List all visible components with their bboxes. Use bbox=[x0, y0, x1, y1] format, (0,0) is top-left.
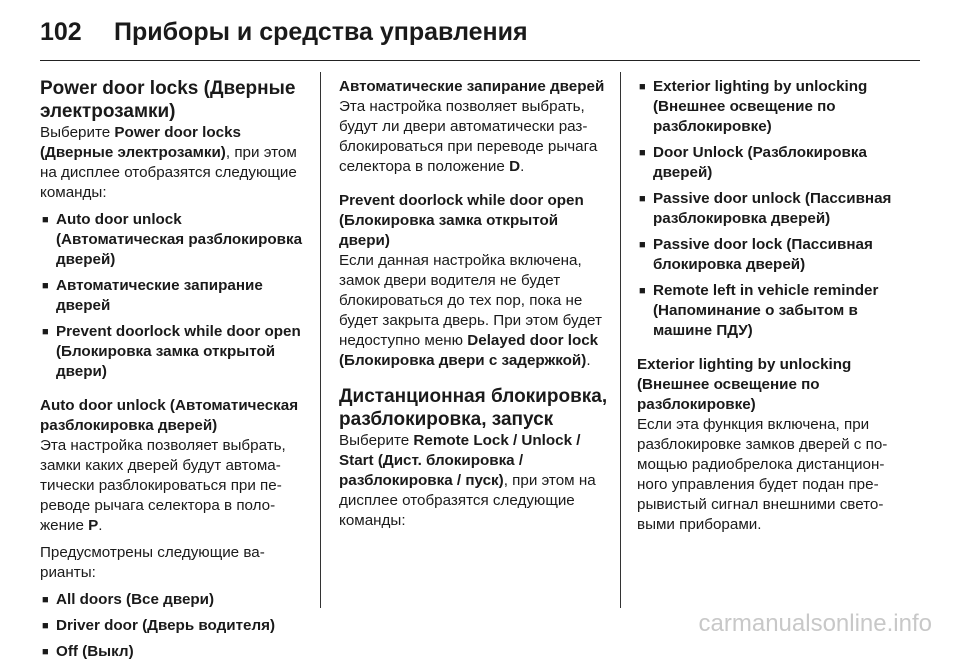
subsection-heading: Exterior lighting by unlocking (Внешнее освещение по разблокировке) bbox=[637, 356, 852, 413]
options-list bbox=[40, 590, 308, 662]
subsection-heading: Prevent doorlock while door open (Блокировка замка открытой двери) bbox=[339, 192, 584, 249]
text: . bbox=[520, 158, 525, 175]
command-list bbox=[40, 210, 308, 382]
paragraph bbox=[339, 97, 611, 177]
column-divider-1 bbox=[320, 72, 321, 608]
text: . bbox=[98, 517, 103, 534]
list-item: ■ Passive door unlock (Пассивная разблокировка дверей) bbox=[637, 189, 909, 229]
paragraph: Если эта функция включена, при разблокировке замков дверей с помощью радиобрелока дистанционного управления будет подан прерывистый сигнал внешними световыми приборами. bbox=[637, 416, 888, 533]
subsection-heading: Auto door unlock (Автоматическая разблокировка дверей) bbox=[40, 397, 299, 434]
menu-name: Delayed door lock (Блокировка двери с задержкой) bbox=[339, 332, 599, 369]
text: , при этом на дисплее отобразятся следующие команды: bbox=[339, 472, 596, 529]
menu-name: Power door locks (Дверные электрозамки) bbox=[40, 124, 242, 161]
page-title: Приборы и средства управления bbox=[114, 17, 528, 46]
page-header bbox=[40, 14, 528, 50]
text: . bbox=[586, 352, 591, 369]
paragraph bbox=[339, 431, 611, 531]
text: Эта настройка позволяет выбрать, замки каких дверей будут автоматически разблокироваться при переводе рычага селектора в положение bbox=[40, 437, 286, 534]
list-item: ■ Off (Выкл) bbox=[40, 642, 308, 662]
list-item: ■ All doors (Все двери) bbox=[40, 590, 308, 610]
column-1 bbox=[40, 77, 308, 670]
watermark: carmanualsonline.info bbox=[698, 610, 932, 637]
selector-position: D bbox=[509, 158, 521, 175]
text: Если данная настройка включена, замок двери водителя не будет блокироваться до тех пор, пока не будет закрыта дверь. При этом будет недоступно меню bbox=[339, 252, 602, 349]
selector-position: P bbox=[88, 517, 99, 534]
list-item: ■ Door Unlock (Разблокировка дверей) bbox=[637, 143, 909, 183]
subsection-heading: Автоматические запирание дверей bbox=[339, 78, 605, 95]
column-2 bbox=[339, 77, 611, 538]
paragraph: Предусмотрены следующие варианты: bbox=[40, 544, 265, 581]
text: Выберите bbox=[339, 432, 414, 449]
menu-name: Remote Lock / Unlock / Start (Дист. блокировка / разблокировка / пуск) bbox=[339, 432, 581, 489]
page-number: 102 bbox=[40, 17, 82, 46]
paragraph bbox=[339, 251, 611, 371]
list-item: ■ Exterior lighting by unlocking (Внешнее освещение по разблокировке) bbox=[637, 77, 909, 137]
list-item: ■ Passive door lock (Пассивная блокировка дверей) bbox=[637, 235, 909, 275]
header-rule bbox=[40, 60, 920, 61]
list-item: ■ Prevent doorlock while door open (Блокировка замка открытой двери) bbox=[40, 322, 308, 382]
command-list bbox=[637, 77, 909, 341]
text: Эта настройка позволяет выбрать, будут ли двери автоматически разблокироваться при переводе рычага селектора в положение bbox=[339, 98, 598, 175]
column-divider-2 bbox=[620, 72, 621, 608]
list-item: ■ Auto door unlock (Автоматическая разблокировка дверей) bbox=[40, 210, 308, 270]
text: Выберите bbox=[40, 124, 115, 141]
paragraph bbox=[40, 436, 308, 536]
list-item: ■ Driver door (Дверь водителя) bbox=[40, 616, 308, 636]
section-heading-power-door-locks: Power door locks (Дверные электрозамки) bbox=[40, 78, 296, 122]
list-item: ■ Автоматические запирание дверей bbox=[40, 276, 308, 316]
text: , при этом на дисплее отобразятся следующие команды: bbox=[40, 144, 297, 201]
list-item: ■ Remote left in vehicle reminder (Напоминание о забытом в машине ПДУ) bbox=[637, 281, 909, 341]
section-heading-remote: Дистанционная блокировка, разблокировка, запуск bbox=[339, 386, 608, 430]
column-3 bbox=[637, 77, 909, 542]
paragraph bbox=[40, 123, 308, 203]
